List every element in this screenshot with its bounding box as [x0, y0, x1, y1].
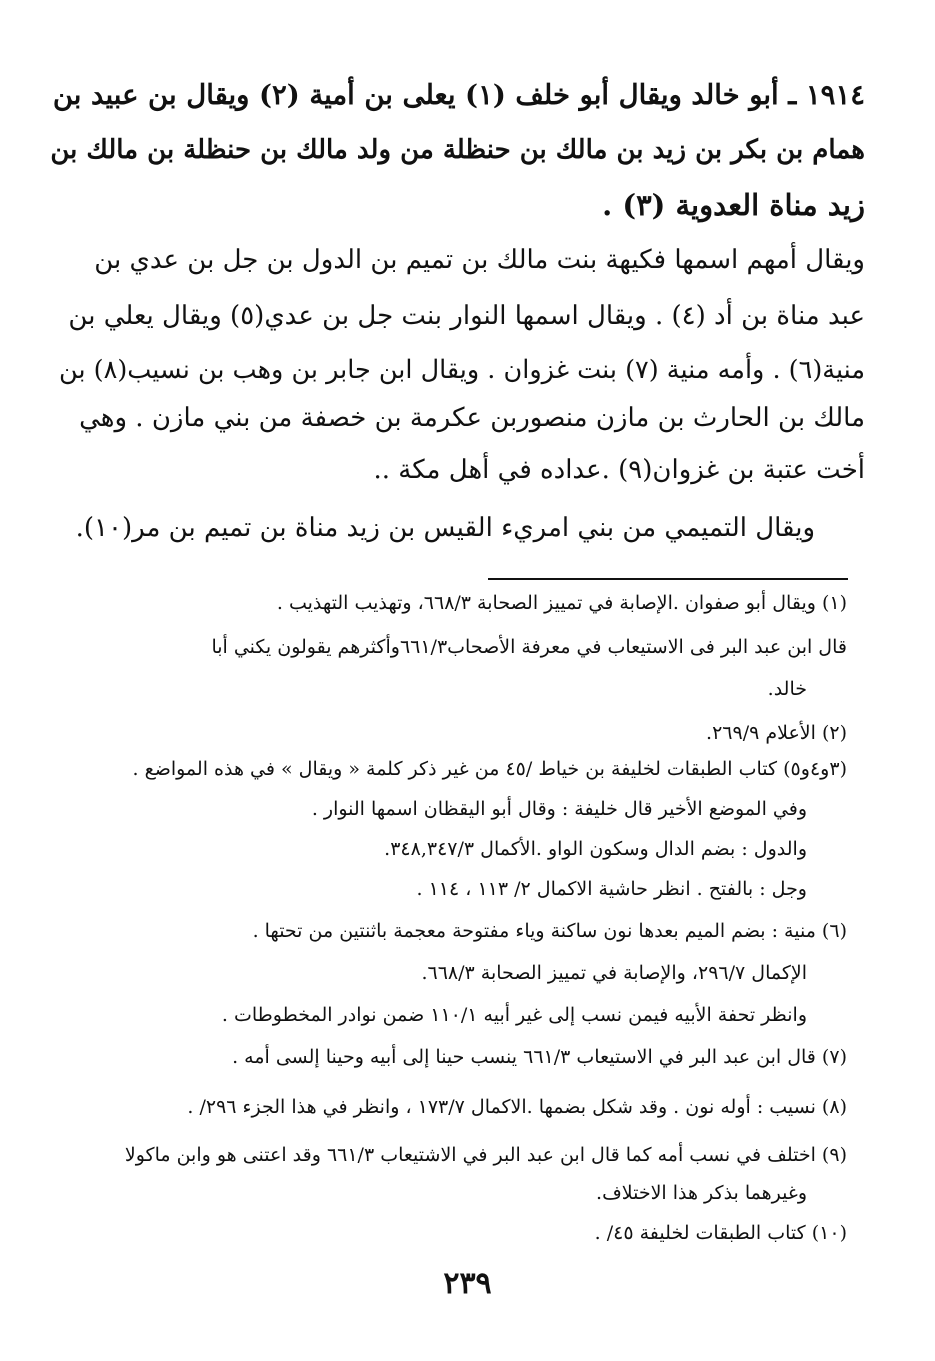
- footnote-line: (١٠) كتاب الطبقات لخليفة ٤٥/ .: [594, 1222, 847, 1244]
- footnote-line: وجل : بالفتح . انظر حاشية الاكمال ٢/ ١١٣ ، ١١٤ .: [416, 878, 807, 900]
- footnote-line: وغيرهما بذكر هذا الاختلاف.: [596, 1182, 807, 1204]
- paragraph-1-line-5: أخت عتبة بن غزوان(٩) .عداده في أهل مكة ..: [373, 455, 865, 485]
- paragraph-1-line-4: مالك بن الحارث بن مازن منصوربن عكرمة بن خصفة من بني مازن . وهي: [79, 403, 865, 433]
- footnote-line: (٧) قال ابن عبد البر في الاستيعاب ٦٦١/٣ ينسب حينا إلى أبيه وحينا إلسى أمه .: [232, 1046, 847, 1068]
- entry-heading-line-1: ١٩١٤ ـ أبو خالد ويقال أبو خلف (١) يعلى بن أمية (٢) ويقال بن عبيد بن: [52, 79, 865, 111]
- footnote-divider: [488, 578, 848, 580]
- entry-heading-line-3: زيد مناة العدوية (٣) .: [602, 188, 865, 222]
- footnote-line: (٩) اختلف في نسب أمه كما قال ابن عبد البر في الاشتيعاب ٦٦١/٣ وقد اعتنى هو وابن ماكولا: [124, 1144, 847, 1166]
- footnote-line: خالد.: [767, 678, 807, 700]
- footnote-line: (١) ويقال أبو صفوان .الإصابة في تمييز الصحابة ٦٦٨/٣، وتهذيب التهذيب .: [276, 592, 847, 614]
- footnote-line: وفي الموضع الأخير قال خليفة : وقال أبو اليقظان اسمها النوار .: [311, 798, 807, 820]
- footnote-line: قال ابن عبد البر فى الاستيعاب في معرفة الأصحاب٦٦١/٣وأكثرهم يقولون يكني أبا: [211, 636, 847, 658]
- entry-heading-line-2: همام بن بكر بن زيد بن مالك بن حنظلة من ولد مالك بن حنظلة بن مالك بن: [50, 135, 865, 165]
- footnote-line: (٢) الأعلام ٢٦٩/٩.: [706, 722, 847, 744]
- paragraph-1-line-1: ويقال أمهم اسمها فكيهة بنت مالك بن تميم بن الدول بن جل بن عدي بن: [94, 245, 865, 275]
- footnote-line: الإكمال ٢٩٦/٧، والإصابة في تمييز الصحابة ٦٦٨/٣.: [421, 962, 807, 984]
- paragraph-1-line-2: عبد مناة بن أد (٤) . ويقال اسمها النوار بنت جل بن عدي(٥) ويقال يعلي بن: [68, 301, 865, 331]
- footnote-line: وانظر تحفة الأبيه فيمن نسب إلى غير أبيه ١١٠/١ ضمن نوادر المخطوطات .: [221, 1004, 807, 1026]
- footnote-line: (٦) منية : بضم الميم بعدها نون ساكنة وياء مفتوحة معجمة باثنتين من تحتها .: [252, 920, 847, 942]
- footnote-line: (٨) نسيب : أوله نون . وقد شكل بضمها .الاكمال ١٧٣/٧ ، وانظر في هذا الجزء ٢٩٦/ .: [187, 1096, 847, 1118]
- footnote-line: (٣و٤و٥) كتاب الطبقات لخليفة بن خياط /٤٥ من غير ذكر كلمة « ويقال » في هذه المواضع .: [132, 758, 847, 780]
- page-number: ٢٣٩: [443, 1266, 492, 1301]
- paragraph-1-line-3: منية(٦) . وأمه منية (٧) بنت غزوان . ويقال ابن جابر بن وهب بن نسيب(٨) بن: [59, 355, 865, 385]
- footnote-line: والدول : بضم الدال وسكون الواو .الأكمال ٣٤٨,٣٤٧/٣.: [384, 838, 807, 860]
- paragraph-2-line-1: ويقال التميمي من بني امريء القيس بن زيد مناة بن تميم بن مر(١٠).: [75, 513, 815, 543]
